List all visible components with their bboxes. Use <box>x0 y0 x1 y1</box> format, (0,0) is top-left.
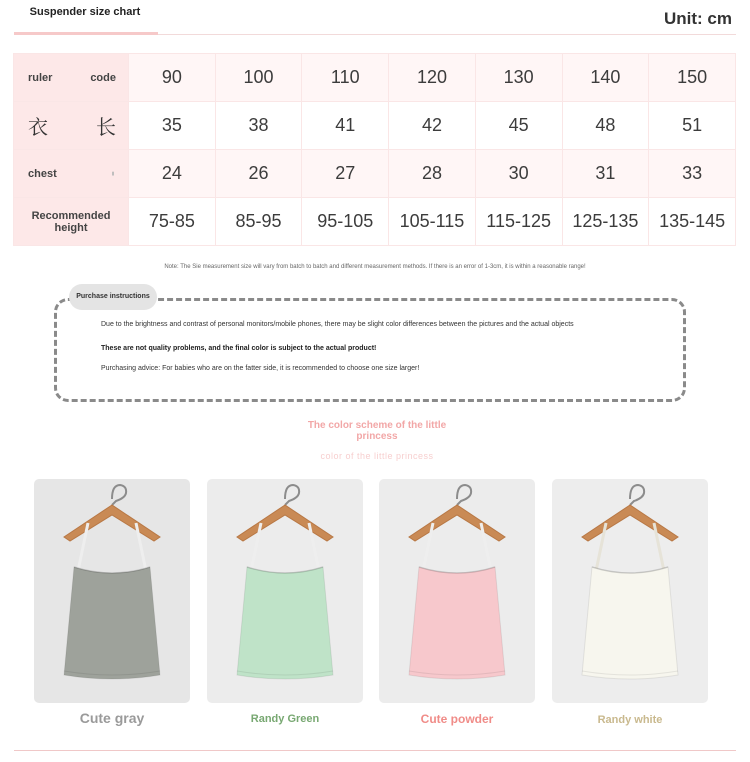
purchasing-advice-text: Purchasing advice: For babies who are on the fatter side, it is recommended to choose one size larger! <box>101 365 420 372</box>
product-card-white[interactable] <box>552 479 708 703</box>
product-card-powder[interactable] <box>379 479 535 703</box>
size-cell: 120 <box>389 54 476 102</box>
product-card-green[interactable] <box>207 479 363 703</box>
purchase-instructions-badge: Purchase instructions <box>69 284 157 310</box>
size-cell: 90 <box>129 54 216 102</box>
color-difference-text: Due to the brightness and contrast of personal monitors/mobile phones, there may be slight color differences between the pictures and the actual objects <box>101 321 574 328</box>
bottom-divider <box>14 750 736 751</box>
row-label-recommended-height: Recommended height <box>31 209 111 234</box>
tank-top-illustration <box>207 479 363 703</box>
height-cell: 135-145 <box>649 198 736 246</box>
color-name-gray: Cute gray <box>79 710 145 726</box>
size-cell: 100 <box>215 54 302 102</box>
height-cell: 75-85 <box>129 198 216 246</box>
length-cell: 38 <box>215 102 302 150</box>
row-header <box>14 198 129 246</box>
chest-cell: 27 <box>302 150 389 198</box>
chest-cell: 31 <box>562 150 649 198</box>
row-label-chest: chest <box>28 167 57 180</box>
length-cell: 35 <box>129 102 216 150</box>
chest-cell: 26 <box>215 150 302 198</box>
tank-top-illustration <box>379 479 535 703</box>
height-cell: 115-125 <box>475 198 562 246</box>
row-label-code: code <box>90 71 116 84</box>
height-cell: 95-105 <box>302 198 389 246</box>
size-cell: 150 <box>649 54 736 102</box>
color-scheme-subtitle: color of the little princess <box>320 451 434 461</box>
table-row <box>14 198 736 246</box>
table-row <box>14 150 736 198</box>
color-name-powder: Cute powder <box>420 712 494 726</box>
table-row <box>14 54 736 102</box>
size-chart-title: Suspender size chart <box>29 6 141 18</box>
length-cell: 42 <box>389 102 476 150</box>
chest-cell: 33 <box>649 150 736 198</box>
length-cell: 51 <box>649 102 736 150</box>
row-header <box>14 150 129 198</box>
row-header <box>14 54 129 102</box>
height-cell: 105-115 <box>389 198 476 246</box>
length-cell: 41 <box>302 102 389 150</box>
color-name-white: Randy white <box>597 714 663 726</box>
height-cell: 125-135 <box>562 198 649 246</box>
row-header <box>14 102 129 150</box>
quality-text: These are not quality problems, and the final color is subject to the actual product! <box>101 345 377 352</box>
length-cell: 45 <box>475 102 562 150</box>
row-label-length-1: 衣 <box>28 117 48 139</box>
unit-label: Unit: cm <box>664 9 732 28</box>
size-cell: 130 <box>475 54 562 102</box>
row-label-ruler: ruler <box>28 71 53 84</box>
tank-top-illustration <box>34 479 190 703</box>
row-label-length-2: 长 <box>96 117 116 139</box>
size-table <box>13 53 736 246</box>
title-underline <box>14 32 158 35</box>
decorative-mark: ▮ <box>110 170 116 177</box>
product-card-gray[interactable] <box>34 479 190 703</box>
chest-cell: 24 <box>129 150 216 198</box>
height-cell: 85-95 <box>215 198 302 246</box>
header-divider <box>158 34 736 35</box>
tank-top-illustration <box>552 479 708 703</box>
length-cell: 48 <box>562 102 649 150</box>
color-name-green: Randy Green <box>250 713 320 725</box>
measurement-note: Note: The Sie measurement size will vary from batch to batch and different measurement methods. If there is an error of 1-3cm, it is within a reasonable range! <box>164 264 586 270</box>
size-cell: 110 <box>302 54 389 102</box>
color-scheme-title: The color scheme of the little princess <box>307 420 447 442</box>
chest-cell: 30 <box>475 150 562 198</box>
chest-cell: 28 <box>389 150 476 198</box>
table-row <box>14 102 736 150</box>
size-cell: 140 <box>562 54 649 102</box>
